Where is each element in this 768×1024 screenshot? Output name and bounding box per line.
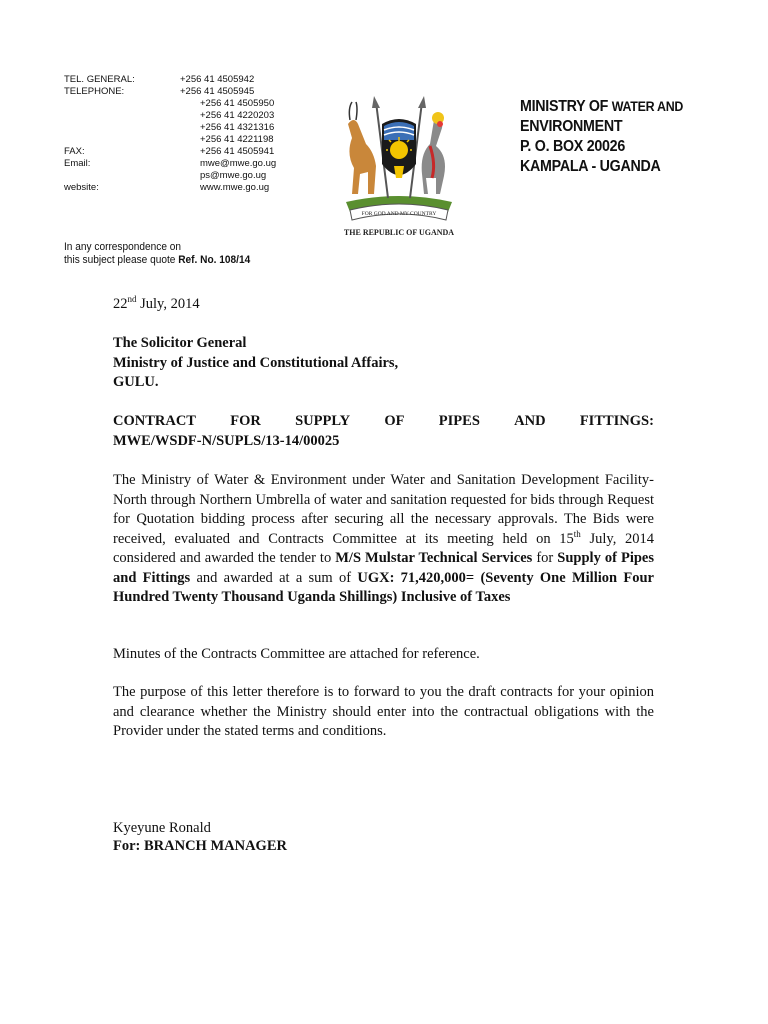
telephone-value: +256 41 4221198 [200, 134, 274, 145]
motto-text: FOR GOD AND MY COUNTRY [361, 211, 437, 217]
telephone-value: +256 41 4220203 [200, 110, 275, 121]
telephone-value: +256 41 4321316 [200, 122, 275, 133]
addressee-block [113, 334, 398, 393]
ministry-name-line2: ENVIRONMENT [520, 118, 623, 135]
signatory-role: For: BRANCH MANAGER [113, 838, 287, 854]
supplier-name: M/S Mulstar Technical Services [335, 550, 533, 566]
body-paragraph-minutes: Minutes of the Contracts Committee are attached for reference. [113, 646, 480, 662]
fax-label: FAX: [64, 146, 85, 157]
reference-note [64, 241, 250, 267]
tel-general-value: +256 41 4505942 [180, 74, 255, 85]
tel-general-label: TEL. GENERAL: [64, 74, 135, 85]
ministry-name-suffix: WATER AND [611, 99, 684, 114]
contract-number: MWE/WSDF-N/SUPLS/13-14/00025 [113, 432, 340, 449]
reference-number: Ref. No. 108/14 [178, 254, 251, 266]
email-value: ps@mwe.go.ug [200, 170, 267, 181]
ministry-address [520, 97, 683, 177]
email-label: Email: [64, 158, 91, 169]
contact-block [64, 74, 320, 194]
addressee-city: GULU. [113, 374, 159, 390]
contract-item: Supply of Pipes and Fittings [113, 550, 654, 586]
fax-value: +256 41 4505941 [200, 146, 275, 157]
coat-of-arms-caption: THE REPUBLIC OF UGANDA [343, 228, 455, 237]
telephone-value: +256 41 4505945 [180, 86, 255, 97]
reference-line2: this subject please quote [64, 254, 179, 266]
body-paragraph-purpose: The purpose of this letter therefore is to forward to you the draft contracts for your opinion and clearance whether the Ministry should enter into the contractual obligations with the Provider under the stated terms and conditions. [113, 684, 654, 739]
website-value: www.mwe.go.ug [200, 182, 270, 193]
contract-amount: UGX: 71,420,000= (Seventy One Million Four Hundred Twenty Thousand Uganda Shillings) Inclusive of Taxes [113, 569, 654, 605]
telephone-value: +256 41 4505950 [200, 98, 275, 109]
addressee-ministry: Ministry of Justice and Constitutional Affairs, [113, 354, 399, 371]
po-box: P. O. BOX 20026 [520, 138, 625, 155]
subject-heading: CONTRACT FOR SUPPLY OF PIPES AND FITTINGS: MWE/WSDF-N/SUPLS/13-14/00025 [113, 412, 654, 451]
ministry-name-prefix: MINISTRY OF [520, 98, 612, 115]
city-country: KAMPALA - UGANDA [520, 158, 661, 175]
coat-of-arms-icon [336, 94, 462, 240]
website-label: website: [64, 182, 99, 193]
addressee-title: The Solicitor General [113, 335, 247, 351]
telephone-label: TELEPHONE: [64, 86, 125, 97]
signature-block [113, 819, 287, 855]
reference-line1: In any correspondence on [64, 241, 182, 253]
letter-date: 22nd July, 2014 [113, 294, 200, 312]
email-value: mwe@mwe.go.ug [200, 158, 277, 169]
signatory-name: Kyeyune Ronald [113, 820, 211, 836]
body-paragraph-award: The Ministry of Water & Environment under Water and Sanitation Development Facility-North through Northern Umbrella of water and sanitation requested for bids through Request for Quotation bidding process after securing all the necessary approvals. The Bids were received, evaluated and Contracts Committee at its meeting held on 15th July, 2014 considered and awarded the tender to M/S Mulstar Technical Services for Supply of Pipes and Fittings and awarded at a sum of UGX: 71,420,000= (Seventy One Million Four Hundred Twenty Thousand Uganda Shillings) Inclusive of Taxes [113, 472, 654, 605]
